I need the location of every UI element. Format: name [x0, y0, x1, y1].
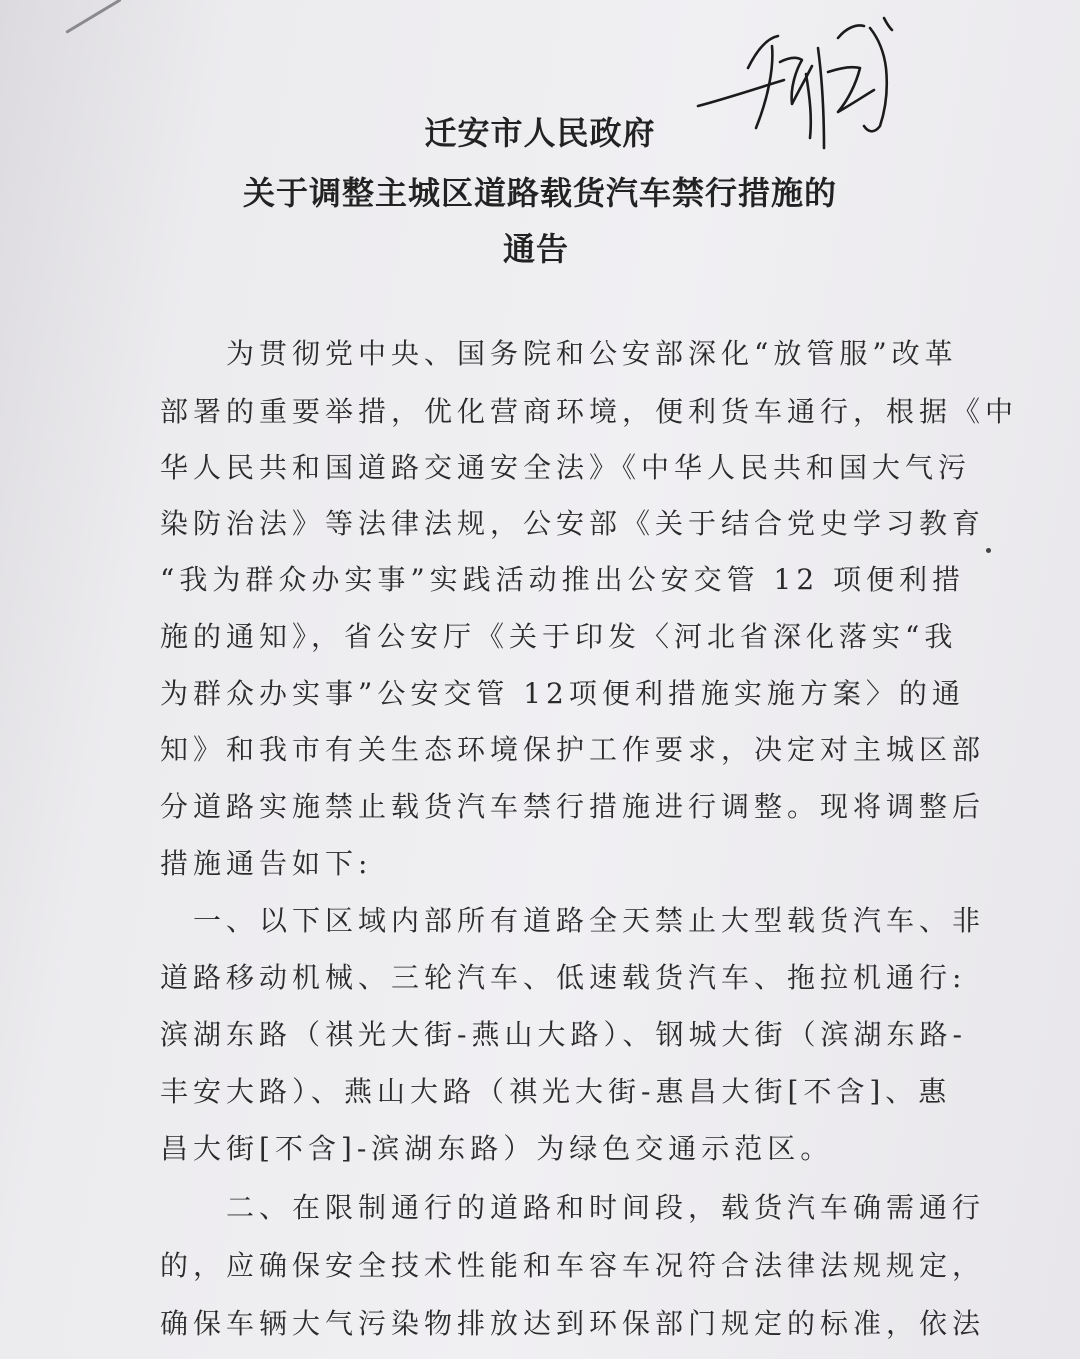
body-line-4: 染防治法》等法律法规，公安部《关于结合党史学习教育	[160, 507, 986, 540]
body-line-8: 知》和我市有关生态环境保护工作要求，决定对主城区部	[160, 733, 986, 766]
staple	[65, 0, 121, 34]
title-line-3: 通告	[502, 230, 569, 268]
body-line-6: 施的通知》，省公安厅《关于印发〈河北省深化落实“我	[160, 620, 958, 653]
title-line-1: 迁安市人民政府	[424, 114, 656, 152]
body-line-2: 部署的重要举措，优化营商环境，便利货车通行，根据《中	[160, 395, 1019, 428]
body-line-11: 一、以下区域内部所有道路全天禁止大型载货汽车、非	[160, 904, 986, 937]
body-line-12: 道路移动机械、三轮汽车、低速载货汽车、拖拉机通行:	[160, 961, 967, 994]
body-line-5: “我为群众办实事”实践活动推出公安交管 12 项便利措	[160, 563, 966, 596]
body-line-1: 为贯彻党中央、国务院和公安部深化“放管服”改革	[160, 337, 958, 370]
title-line-2: 关于调整主城区道路载货汽车禁行措施的	[242, 174, 837, 212]
body-line-13: 滨湖东路（祺光大街-燕山大路）、钢城大街（滨湖东路-	[160, 1018, 967, 1051]
body-line-15: 昌大街[不含]-滨湖东路）为绿色交通示范区。	[160, 1132, 834, 1165]
body-line-16: 二、在限制通行的道路和时间段，载货汽车确需通行	[160, 1191, 986, 1224]
body-line-9: 分道路实施禁止载货汽车禁行措施进行调整。现将调整后	[160, 790, 986, 823]
body-line-14: 丰安大路）、燕山大路（祺光大街-惠昌大街[不含]、惠	[160, 1075, 952, 1108]
ink-speck	[986, 548, 991, 553]
body-line-7: 为群众办实事”公安交管 12项便利措施实施方案〉的通	[160, 677, 965, 710]
body-line-3: 华人民共和国道路交通安全法》《中华人民共和国大气污	[160, 451, 972, 484]
body-line-10: 措施通告如下:	[160, 847, 373, 880]
body-line-17: 的，应确保安全技术性能和车容车况符合法律法规规定，	[160, 1249, 986, 1282]
body-line-18: 确保车辆大气污染物排放达到环保部门规定的标准，依法	[160, 1307, 986, 1340]
